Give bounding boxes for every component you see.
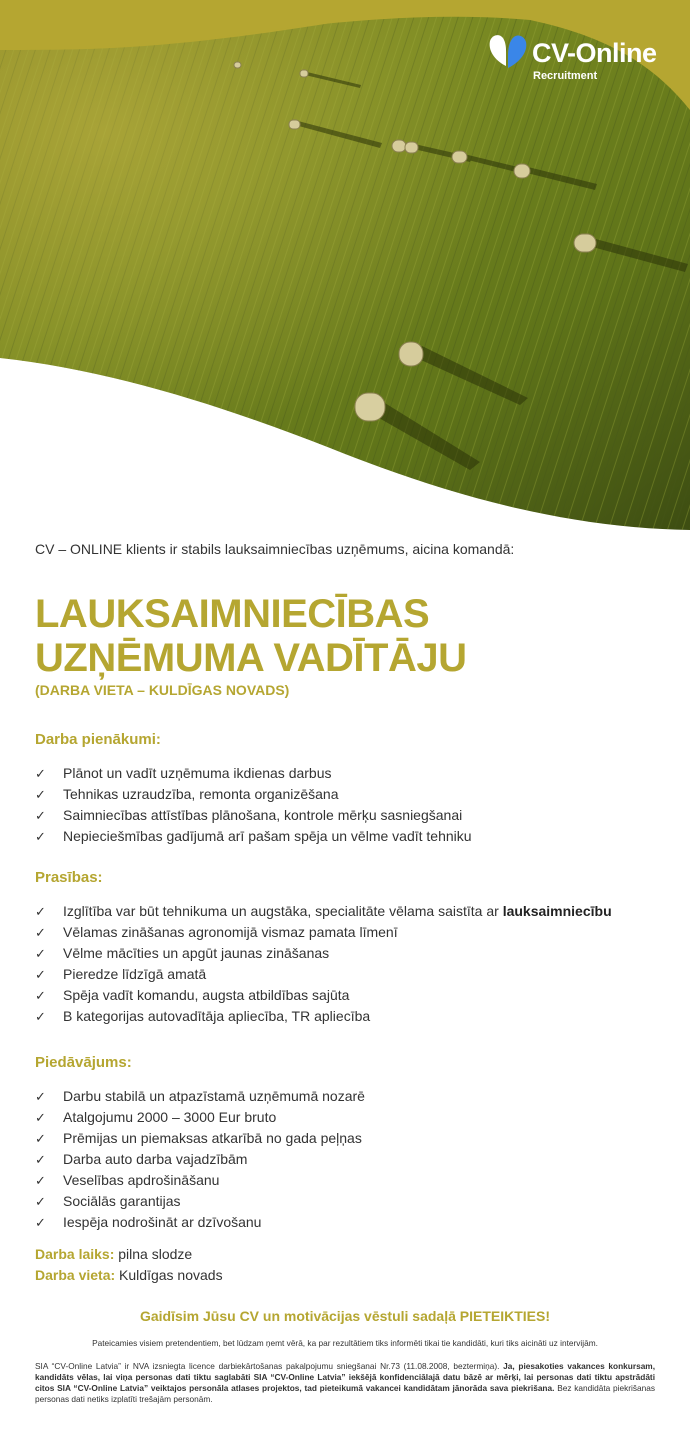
job-location-subtitle: (DARBA VIETA – KULDĪGAS NOVADS) bbox=[35, 682, 290, 698]
logo-subtitle: Recruitment bbox=[533, 70, 598, 82]
work-time bbox=[35, 1244, 655, 1265]
offer-heading: Piedāvājums: bbox=[35, 1054, 132, 1071]
requirements-list bbox=[35, 901, 655, 1027]
list-item: ✓ Iespēja nodrošināt ar dzīvošanu bbox=[35, 1212, 655, 1233]
list-item: ✓ Prēmijas un piemaksas atkarībā no gada peļņas bbox=[35, 1128, 655, 1149]
list-item: ✓ Sociālās garantijas bbox=[35, 1191, 655, 1212]
work-time-value: pilna slodze bbox=[114, 1246, 193, 1262]
work-place bbox=[35, 1265, 655, 1286]
check-icon: ✓ bbox=[35, 925, 46, 940]
list-item: ✓ Plānot un vadīt uzņēmuma ikdienas darbus bbox=[35, 763, 655, 784]
check-icon: ✓ bbox=[35, 1089, 46, 1104]
list-item: ✓ Saimniecības attīstības plānošana, kontrole mērķu sasniegšanai bbox=[35, 805, 655, 826]
list-item: ✓ Darbu stabilā un atpazīstamā uzņēmumā nozarē bbox=[35, 1086, 655, 1107]
work-place-value: Kuldīgas novads bbox=[115, 1267, 223, 1283]
check-icon: ✓ bbox=[35, 1009, 46, 1024]
job-ad-body bbox=[35, 540, 655, 1405]
list-item: ✓ Tehnikas uzraudzība, remonta organizēšana bbox=[35, 784, 655, 805]
job-title bbox=[35, 592, 655, 680]
job-title-line-2: UZŅĒMUMA VADĪTĀJU bbox=[35, 636, 467, 680]
duties-heading: Darba pienākumi: bbox=[35, 731, 161, 748]
list-item: ✓ Vēlme mācīties un apgūt jaunas zināšanas bbox=[35, 943, 655, 964]
list-item: ✓ B kategorijas autovadītāja apliecība, TR apliecība bbox=[35, 1006, 655, 1027]
list-item: ✓ Spēja vadīt komandu, augsta atbildības sajūta bbox=[35, 985, 655, 1006]
check-icon: ✓ bbox=[35, 946, 46, 961]
offer-list bbox=[35, 1086, 655, 1233]
list-item: ✓ Veselības apdrošināšanu bbox=[35, 1170, 655, 1191]
check-icon: ✓ bbox=[35, 1131, 46, 1146]
list-item: ✓ Atalgojumu 2000 – 3000 Eur bruto bbox=[35, 1107, 655, 1128]
legal-note: SIA “CV-Online Latvia” ir NVA izsniegta licence darbiekārtošanas pakalpojumu sniegšanai Nr.73 (11.08.2008, beztermiņa). Ja, piesakoties vakances konkursam, kandidāts vēlas, lai viņa personas dati tiktu saglabāti SIA “CV-Online Latvia” iekšējā konfidenciālajā datu bāzē ar mērķi, lai personas dati tiktu apstrādāti citos SIA “CV-Online Latvia” veiktajos personāla atlases projektos, tad pieteikumā vakancei kandidātam jānorāda sava piekrišana. Bez kandidāta piekrišanas personas dati netiks izplatīti trešajām personām. bbox=[35, 1361, 655, 1404]
work-details bbox=[35, 1244, 655, 1286]
logo-heart-icon bbox=[486, 32, 530, 72]
list-item: ✓ Pieredze līdzīgā amatā bbox=[35, 964, 655, 985]
logo-name: CV-Online bbox=[532, 38, 657, 68]
check-icon: ✓ bbox=[35, 904, 46, 919]
check-icon: ✓ bbox=[35, 1110, 46, 1125]
intro-text: CV – ONLINE klients ir stabils lauksaimniecības uzņēmums, aicina komandā: bbox=[35, 541, 515, 557]
check-icon: ✓ bbox=[35, 1215, 46, 1230]
duties-list bbox=[35, 763, 655, 847]
work-time-label: Darba laiks: bbox=[35, 1246, 115, 1262]
check-icon: ✓ bbox=[35, 1194, 46, 1209]
check-icon: ✓ bbox=[35, 988, 46, 1003]
list-item: ✓ Vēlamas zināšanas agronomijā vismaz pamata līmenī bbox=[35, 922, 655, 943]
check-icon: ✓ bbox=[35, 808, 46, 823]
job-title-line-1: LAUKSAIMNIECĪBAS bbox=[35, 592, 430, 636]
thanks-note: Pateicamies visiem pretendentiem, bet lūdzam ņemt vērā, ka par rezultātiem tiks informēti tikai tie kandidāti, kuri tiks aicināti uz intervijām. bbox=[92, 1338, 598, 1348]
check-icon: ✓ bbox=[35, 967, 46, 982]
requirements-heading: Prasības: bbox=[35, 869, 103, 886]
list-item: ✓ Izglītība var būt tehnikuma un augstāka, specialitāte vēlama saistīta ar lauksaimniecību bbox=[35, 901, 655, 922]
list-item: ✓ Darba auto darba vajadzībām bbox=[35, 1149, 655, 1170]
list-item: ✓ Nepieciešmības gadījumā arī pašam spēja un vēlme vadīt tehniku bbox=[35, 826, 655, 847]
check-icon: ✓ bbox=[35, 1152, 46, 1167]
work-place-label: Darba vieta: bbox=[35, 1267, 116, 1283]
check-icon: ✓ bbox=[35, 829, 46, 844]
check-icon: ✓ bbox=[35, 1173, 46, 1188]
apply-call-to-action: Gaidīsim Jūsu CV un motivācijas vēstuli sadaļā PIETEIKTIES! bbox=[139, 1308, 551, 1324]
check-icon: ✓ bbox=[35, 766, 46, 781]
check-icon: ✓ bbox=[35, 787, 46, 802]
cv-online-logo[interactable] bbox=[486, 28, 666, 88]
